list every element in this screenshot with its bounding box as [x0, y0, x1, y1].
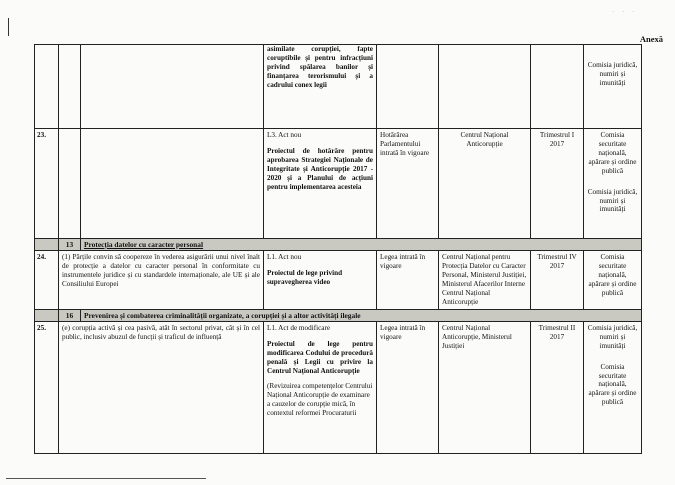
- term-cell: Trimestrul IV 2017: [531, 251, 584, 310]
- section-label: Protecția datelor cu caracter personal: [84, 240, 204, 249]
- scan-artifact: · · ·: [612, 8, 638, 16]
- annex-label: Anexă: [639, 34, 663, 44]
- stage-cell: Legea intrată în vigoare: [377, 321, 439, 453]
- section-header: [35, 309, 642, 321]
- act-title: Proiectul de hotărâre pentru aprobarea Strategiei Naționale de Integritate și Anticorupție 2017 - 2020 și a Planului de acțiuni pentru implementarea acesteia: [267, 146, 373, 191]
- act-note: (Revizuirea competențelor Centrului Național Anticorupție de examinare a cauzelor de corupție mică, în contextul reformei Procuraturii: [267, 382, 373, 418]
- section-number: 16: [59, 309, 81, 321]
- table-row: [35, 321, 642, 453]
- stage-cell: Hotărârea Parlamentului intrată în vigoare: [377, 129, 439, 239]
- action-plan-table: [34, 44, 642, 454]
- committee-cell: Comisia securitate națională, apărare și ordine publică: [588, 131, 637, 175]
- row-number: 23.: [35, 129, 59, 239]
- committee-cell: Comisia juridică, numiri și imunități: [587, 61, 638, 87]
- term-cell: Trimestrul I 2017: [531, 129, 584, 239]
- institution-cell: Centrul Național Anticorupție: [439, 129, 531, 239]
- row-number: 24.: [35, 251, 59, 310]
- table-row: [35, 129, 642, 239]
- footer-rule: [6, 478, 206, 479]
- commitment-text: (e) corupția activă și cea pasivă, atât în sectorul privat, cât și în cel public, inclusiv abuzul de funcții și traficul de influență: [59, 321, 264, 453]
- margin-mark: [8, 18, 9, 36]
- table-row: [35, 45, 642, 129]
- measure-text: asimilate corupției, fapte coruptibile și pentru infracțiuni privind spălarea banilor și finanțarea terorismului și a cadrului conex legii: [264, 45, 377, 129]
- section-number: 13: [59, 239, 81, 251]
- section-label: Prevenirea și combaterea criminalității organizate, a corupției și a altor activități ilegale: [84, 310, 361, 320]
- act-type: L3. Act nou: [267, 131, 302, 139]
- committee-cell: Comisia securitate națională, apărare și ordine publică: [584, 251, 642, 310]
- committee-cell: Comisia juridică, numiri și imunități: [587, 323, 638, 350]
- institution-cell: Centrul Național pentru Protecția Datelor cu Caracter Personal, Ministerul Justiției, Ministerul Afacerilor Interne Centrul Național Anticorupție: [439, 251, 531, 310]
- institution-cell: Centrul Național Anticorupție, Ministerul Justiției: [439, 321, 531, 453]
- committee-cell: Comisia securitate națională, apărare și ordine publică: [588, 362, 637, 407]
- commitment-text: (1) Părțile convin să coopereze în vederea asigurării unui nivel înalt de protecție a datelor cu caracter personal în conformitate cu instrumentele juridice și cu standardele internaționale, ale UE și ale Consiliului Europei: [59, 251, 264, 310]
- term-cell: Trimestrul II 2017: [531, 321, 584, 453]
- row-number: 25.: [35, 321, 59, 453]
- act-title: Proiectul de lege pentru modificarea Codului de procedură penală și Legii cu privire la Centrul Național Anticorupție: [267, 339, 373, 375]
- section-header: [35, 239, 642, 251]
- committee-cell: Comisia juridică, numiri și imunități: [587, 187, 638, 214]
- act-type: L1. Act nou: [267, 253, 302, 262]
- table-row: [35, 251, 642, 310]
- act-type: L1. Act de modificare: [267, 323, 331, 332]
- stage-cell: Legea intrată în vigoare: [377, 251, 439, 310]
- act-title: Proiectul de lege privind supravegherea video: [267, 269, 343, 287]
